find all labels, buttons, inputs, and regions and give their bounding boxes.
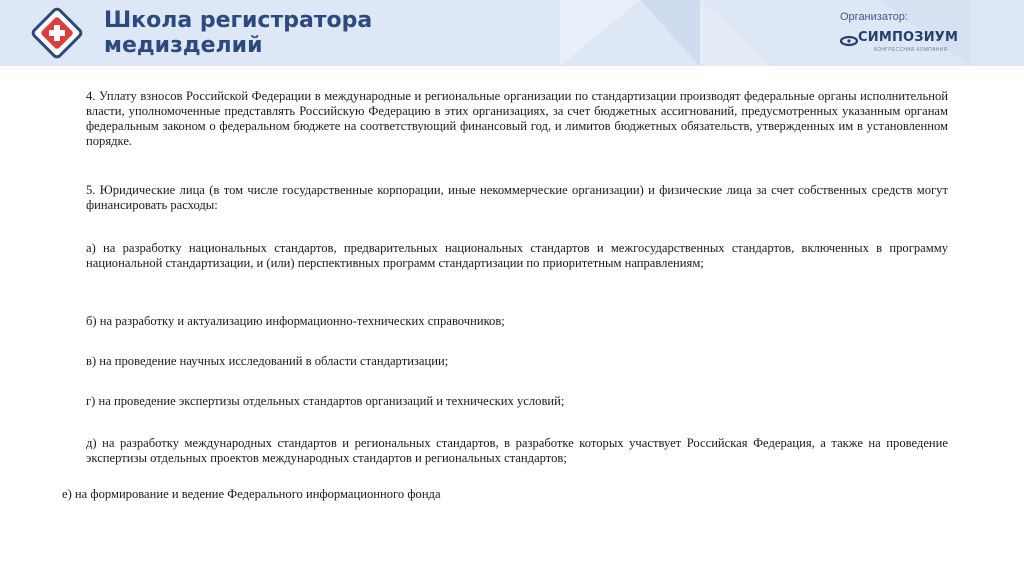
item-b: б) на разработку и актуализацию информационно-технических справочников; [86, 314, 505, 328]
paragraph-5: 5. Юридические лица (в том числе государственные корпорации, иные некоммерческие организации) и физические лица за счет собственных средств могут финансировать расходы: [86, 183, 948, 212]
item-v: в) на проведение научных исследований в области стандартизации; [86, 354, 449, 368]
school-title [104, 8, 404, 58]
paragraph-4: 4. Уплату взносов Российской Федерации в международные и региональные организации по стандартизации производят федеральные органы исполнительной власти, уполномоченные представлять Российскую Федерацию в этих организациях, за счет бюджетных ассигнований, предусмотренных указанным органам федеральным законом о федеральном бюджете на соответствующий финансовый год, и лимитов бюджетных обязательств, утвержденных им в установленном порядке. [86, 89, 948, 148]
slide-header [0, 0, 1024, 66]
organizer-subtitle: КОНГРЕССНАЯ КОМПАНИЯ [874, 47, 948, 53]
header-decor-shape [700, 0, 770, 66]
item-e: е) на формирование и ведение Федерального информационного фонда [62, 487, 441, 501]
item-d: д) на разработку международных стандартов и региональных стандартов, в разработке которых участвует Российская Федерация, а также на проведение экспертизы отдельных проектов международных стандартов и региональных стандартов; [86, 436, 948, 465]
medical-cross-diamond-icon [30, 6, 84, 60]
header-decor-shape [560, 0, 640, 66]
item-g: г) на проведение экспертизы отдельных стандартов организаций и технических условий; [86, 394, 565, 408]
school-title-line1: Школа регистратора [104, 8, 373, 33]
organizer-label: Организатор: [840, 11, 908, 23]
item-a: а) на разработку национальных стандартов, предварительных национальных стандартов и межгосударственных стандартов, включенных в программу национальной стандартизации, и (или) перспективных программ стандартизации по приоритетным направлениям; [86, 241, 948, 270]
header-decor-shape [640, 0, 700, 66]
school-title-line2: медизделий [104, 33, 263, 58]
organizer-name: СИМПОЗИУМ [858, 30, 959, 45]
